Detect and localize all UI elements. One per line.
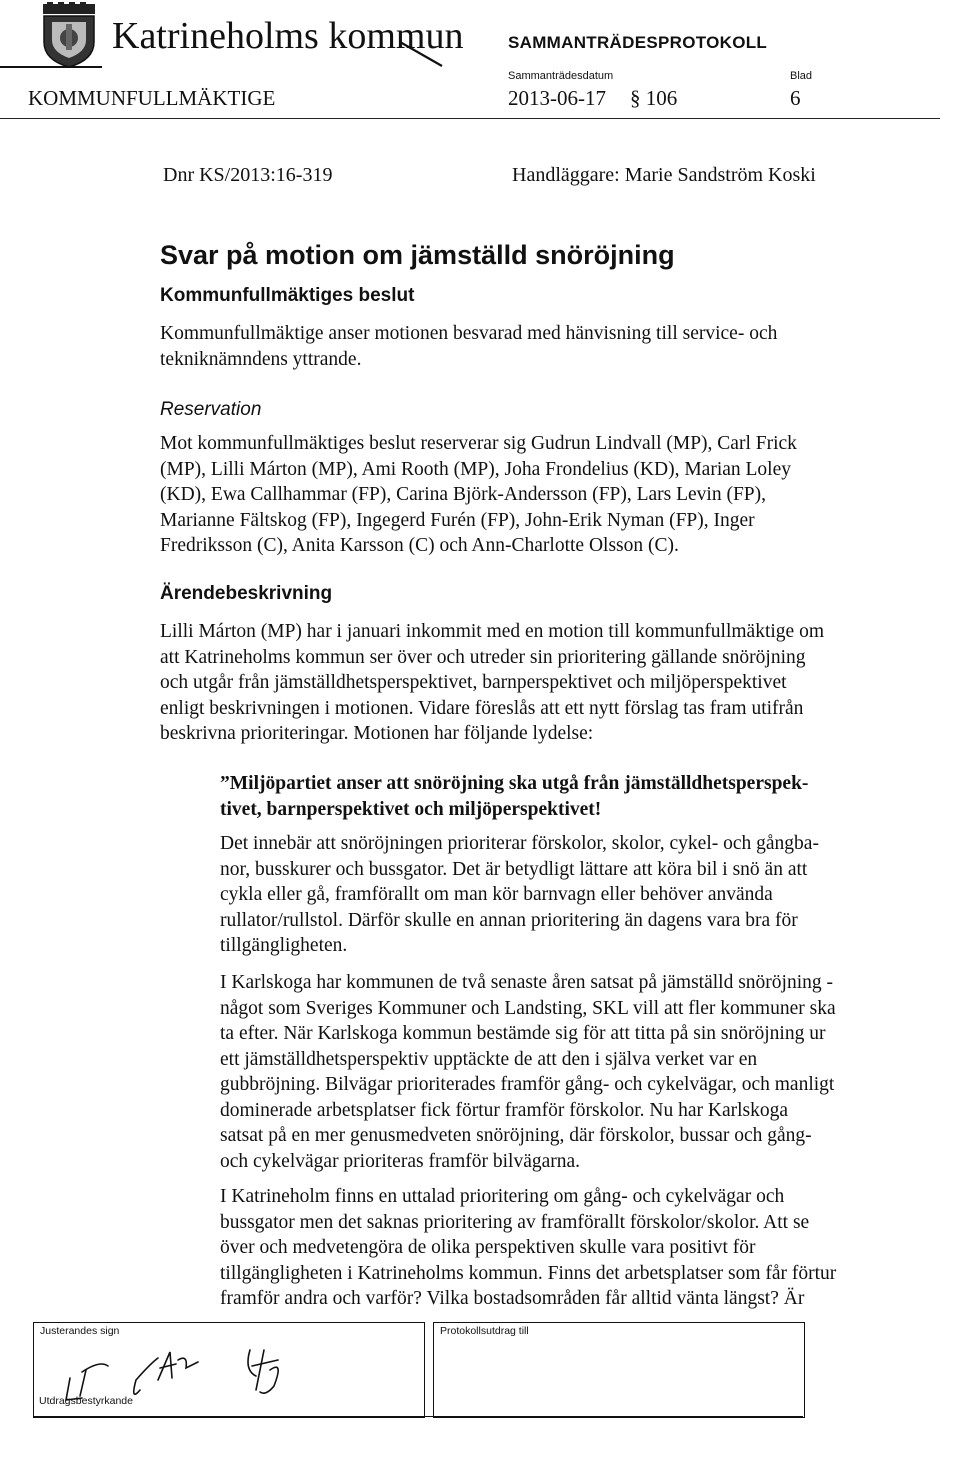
text-line: Marianne Fältskog (FP), Ingegerd Furén (FP), John-Erik Nyman (FP), Inger xyxy=(160,509,755,531)
utdragsbestyrkande-label: Utdragsbestyrkande xyxy=(39,1395,133,1407)
motion-quote-paragraph-2 xyxy=(220,970,836,1174)
justerandes-sign-label: Justerandes sign xyxy=(40,1325,120,1337)
text-line: satsat på en mer genusmedveten snöröjning, där förskolor, bussar och gång- xyxy=(220,1125,812,1146)
decision-text xyxy=(160,321,777,372)
municipality-name: Katrineholms kommun xyxy=(112,15,464,57)
text-line: beskrivna prioriteringar. Motionen har följande lydelse: xyxy=(160,723,594,744)
header-slash-mark xyxy=(398,40,446,68)
text-line: Lilli Márton (MP) har i januari inkommit med en motion till kommunfullmäktige om xyxy=(160,621,824,642)
protocol-extract-label: Protokollsutdrag till xyxy=(440,1325,529,1337)
case-description-text xyxy=(160,619,824,747)
text-line: I Katrineholm finns en uttalad prioritering om gång- och cykelvägar och xyxy=(220,1186,785,1207)
text-line: och utgår från jämställdhetsperspektivet, barnperspektivet och miljöperspektivet xyxy=(160,672,787,693)
text-line: I Karlskoga har kommunen de två senaste åren satsat på jämställd snöröjning - xyxy=(220,972,833,993)
diary-number: Dnr KS/2013:16-319 xyxy=(163,164,333,186)
text-line: att Katrineholms kommun ser över och utreder sin prioritering gällande snöröjning xyxy=(160,646,806,668)
case-description-heading: Ärendebeskrivning xyxy=(160,583,333,604)
text-line: gubbröjning. Bilvägar prioriterades framför gång- och cykelvägar, och manligt xyxy=(220,1074,835,1095)
assembly-name: KOMMUNFULLMÄKTIGE xyxy=(28,86,276,110)
text-line: (MP), Lilli Márton (MP), Ami Rooth (MP), Joha Frondelius (KD), Marian Loley xyxy=(160,458,791,480)
text-line: nor, busskurer och bussgator. Det är betydligt lättare att köra bil i snö än att xyxy=(220,858,808,880)
protocol-extract-box xyxy=(433,1322,805,1418)
document-title: Svar på motion om jämställd snöröjning xyxy=(160,240,675,270)
text-line: något som Sveriges Kommuner och Landsting, SKL vill att fler kommuner ska xyxy=(220,997,836,1019)
header-divider xyxy=(0,118,940,119)
text-line: och cykelvägar prioriteras framför bilvägarna. xyxy=(220,1150,581,1172)
reservation-text xyxy=(160,431,797,559)
text-line: tivet, barnperspektivet och miljöperspektivet! xyxy=(220,798,602,820)
text-line: tillgängligheten i Katrineholms kommun. Finns det arbetsplatser som får förtur xyxy=(220,1262,837,1284)
reservation-heading: Reservation xyxy=(160,399,262,420)
text-line: ett jämställdhetsperspektiv upptäckte de att den i själva verket var en xyxy=(220,1048,758,1070)
footer-rule xyxy=(33,1416,803,1417)
text-line: tekniknämndens yttrande. xyxy=(160,348,362,370)
meeting-date: 2013-06-17 xyxy=(508,86,606,110)
motion-quote-heading xyxy=(220,771,808,822)
paragraph-number: § 106 xyxy=(630,86,678,110)
text-line: Det innebär att snöröjningen prioriterar förskolor, skolor, cykel- och gångba- xyxy=(220,833,819,854)
page-number: 6 xyxy=(790,86,801,110)
municipal-crest-logo xyxy=(40,2,98,68)
case-officer: Handläggare: Marie Sandström Koski xyxy=(512,164,816,186)
text-line: Kommunfullmäktige anser motionen besvarad med hänvisning till service- och xyxy=(160,323,778,344)
text-line: (KD), Ewa Callhammar (FP), Carina Björk-Andersson (FP), Lars Levin (FP), xyxy=(160,484,767,505)
decision-heading: Kommunfullmäktiges beslut xyxy=(160,285,415,306)
motion-quote-paragraph-1 xyxy=(220,831,819,959)
motion-quote-paragraph-3 xyxy=(220,1184,836,1312)
header-rule-left xyxy=(0,66,102,68)
text-line: framför andra och varför? Vilka bostadsområden får alltid vänta längst? Är xyxy=(220,1288,805,1309)
text-line: ta efter. När Karlskoga kommun bestämde sig för att titta på sin snöröjning ur xyxy=(220,1023,826,1044)
protocol-type: SAMMANTRÄDESPROTOKOLL xyxy=(508,33,768,52)
text-line: över och medvetengöra de olika perspektiven skulle vara positivt för xyxy=(220,1237,756,1258)
text-line: Fredriksson (C), Anita Karsson (C) och Ann-Charlotte Olsson (C). xyxy=(160,535,679,556)
text-line: tillgängligheten. xyxy=(220,935,348,956)
text-line: dominerade arbetsplatser fick förtur framför förskolor. Nu har Karlskoga xyxy=(220,1099,789,1121)
text-line: ”Miljöpartiet anser att snöröjning ska utgå från jämställdhetsperspek- xyxy=(220,773,809,794)
text-line: bussgator men det saknas prioritering av framförallt förskolor/skolor. Att se xyxy=(220,1211,810,1233)
date-label: Sammanträdesdatum xyxy=(508,70,614,82)
text-line: rullator/rullstol. Därför skulle en annan prioritering än dagens vara bra för xyxy=(220,909,798,931)
text-line: Mot kommunfullmäktiges beslut reserverar sig Gudrun Lindvall (MP), Carl Frick xyxy=(160,433,797,454)
text-line: cykla eller gå, framförallt om man kör barnvagn eller behöver använda xyxy=(220,884,773,905)
text-line: enligt beskrivningen i motionen. Vidare föreslås att ett nytt förslag tas fram utifrån xyxy=(160,697,804,719)
page-label: Blad xyxy=(790,70,813,82)
handwritten-signatures xyxy=(60,1330,330,1410)
